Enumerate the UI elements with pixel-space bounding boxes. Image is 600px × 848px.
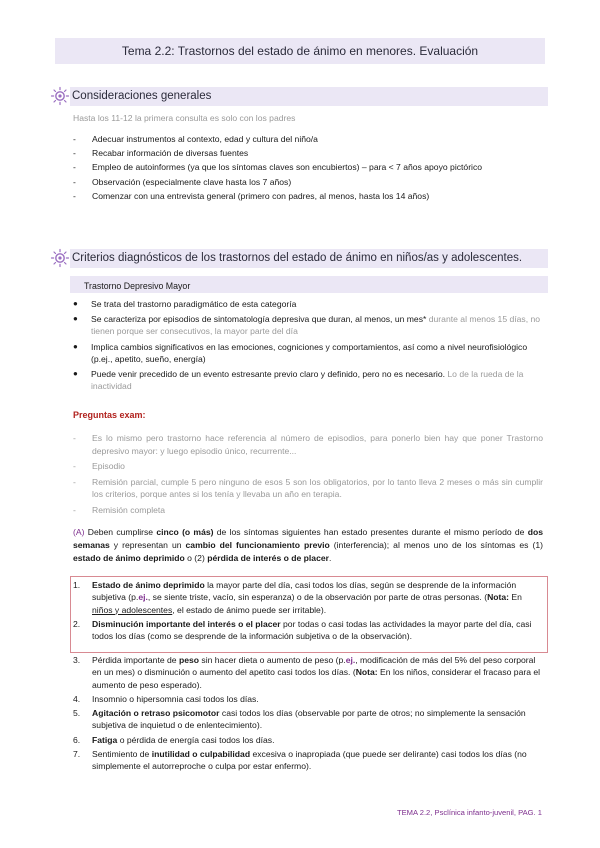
list-item: - Recabar información de diversas fuentes <box>73 147 543 159</box>
list-item: - Es lo mismo pero trastorno hace referencia al número de episodios, para ponerlo bien hay que poner Trastorno depresivo mayor: y luego episodio único, recurrente... <box>73 432 543 457</box>
symptom-item: 5. Agitación o retraso psicomotor casi todos los días (observable por parte de otros; no simplemente la sensación subjetiva de inquietud o de enlentecimiento). <box>73 708 526 731</box>
symptom-item: 1. Estado de ánimo deprimido la mayor parte del día, casi todos los días, según se desprende de la información subjetiva (p.ej., se siente triste, vacío, sin esperanza) o de la observación por parte de otras personas. (Nota: En niños y adolescentes, el estado de ánimo puede ser irritable). <box>73 580 522 615</box>
list-item: ● Se caracteriza por episodios de sintomatología depresiva que duran, al menos, un mes* durante al menos 15 días, no tienen porque ser consecutivos, la mayor parte del día <box>73 313 543 337</box>
subheading: Trastorno Depresivo Mayor <box>84 281 191 291</box>
list-item: ● Puede venir precedido de un evento estresante previo claro y definido, pero no es necesario. Lo de la rueda de la inactividad <box>73 368 543 392</box>
list-item: - Observación (especialmente clave hasta los 7 años) <box>73 176 543 188</box>
symptom-item: 6. Fatiga o pérdida de energía casi todos los días. <box>73 734 275 745</box>
criterion-a-paragraph: (A) Deben cumplirse cinco (o más) de los síntomas siguientes han estado presentes durante el mismo período de dos semanas y representan un cambio del funcionamiento previo (interferencia); al menos uno de los síntomas es (1) estado de ánimo deprimido o (2) pérdida de interés o de placer. <box>73 527 543 563</box>
grey-note: durante al menos 15 días, no tienen porque ser consecutivos, la mayor parte del día <box>91 314 541 337</box>
consideraciones-list <box>73 133 543 204</box>
exam-list <box>73 432 543 519</box>
list-item: - Adecuar instrumentos al contexto, edad y cultura del niño/a <box>73 133 543 145</box>
symptom-item: 2. Disminución importante del interés o el placer por todas o casi todas las actividades la mayor parte del día, casi todos los días (como se desprende de la información subjetiva o de la observación). <box>73 618 532 642</box>
section-heading: Criterios diagnósticos de los trastornos del estado de ánimo en niños/as y adolescentes. <box>72 252 523 264</box>
title-bar <box>55 38 545 64</box>
grey-note: Lo de la rueda de la inactividad <box>91 369 524 392</box>
page-footer: TEMA 2.2, Psclínica infanto-juvenil, PAG. 1 <box>396 808 542 817</box>
symptom-item: 7. Sentimiento de inutilidad o culpabilidad excesiva o inapropiada (que puede ser delirante) casi todos los días (no simplemente el autorreproche o culpa por estar enfermo). <box>73 749 527 772</box>
list-item: - Empleo de autoinformes (ya que los síntomas claves son encubiertos) – para < 7 años apoyo pictórico <box>73 161 543 173</box>
note-text: Hasta los 11-12 la primera consulta es solo con los padres <box>73 113 296 123</box>
section-heading: Consideraciones generales <box>72 90 212 102</box>
lightbulb-icon <box>50 86 70 106</box>
list-item: - Episodio <box>73 460 543 473</box>
symptom-item: 4. Insomnio o hipersomnia casi todos los días. <box>73 693 259 704</box>
lightbulb-icon <box>50 248 70 268</box>
subheading-bar <box>70 276 548 293</box>
list-item: - Remisión parcial, cumple 5 pero ninguno de esos 5 son los obligatorios, por lo tanto lleva 2 meses o más sin cumplir los criterios, porque antes si los tenía y llevaba un año en terapia. <box>73 476 543 501</box>
list-item: - Remisión completa <box>73 504 543 517</box>
exam-label: Preguntas exam: <box>73 410 146 420</box>
symptom-item: 3. Pérdida importante de peso sin hacer dieta o aumento de peso (p.ej., modificación de más del 5% del peso corporal en un mes) o disminución o aumento del apetito casi todos los días. (Nota: En los niños, considerar el fracaso para el aumento de peso esperado). <box>73 655 541 690</box>
section-header-consideraciones <box>50 86 548 108</box>
tdm-bullets <box>73 298 543 395</box>
list-item: ● Implica cambios significativos en las emociones, cogniciones y comportamientos, así como a nivel neurofisiológico (p.ej., apetito, sueño, energía) <box>73 341 543 365</box>
list-item: - Comenzar con una entrevista general (primero con padres, al menos, hasta los 14 años) <box>73 190 543 202</box>
symptom-list <box>73 654 543 775</box>
page-title: Tema 2.2: Trastornos del estado de ánimo en menores. Evaluación <box>121 44 479 58</box>
symptom-list-boxed <box>73 579 543 644</box>
section-header-criterios <box>50 248 548 270</box>
list-item: ● Se trata del trastorno paradigmático de esta categoría <box>73 298 543 310</box>
